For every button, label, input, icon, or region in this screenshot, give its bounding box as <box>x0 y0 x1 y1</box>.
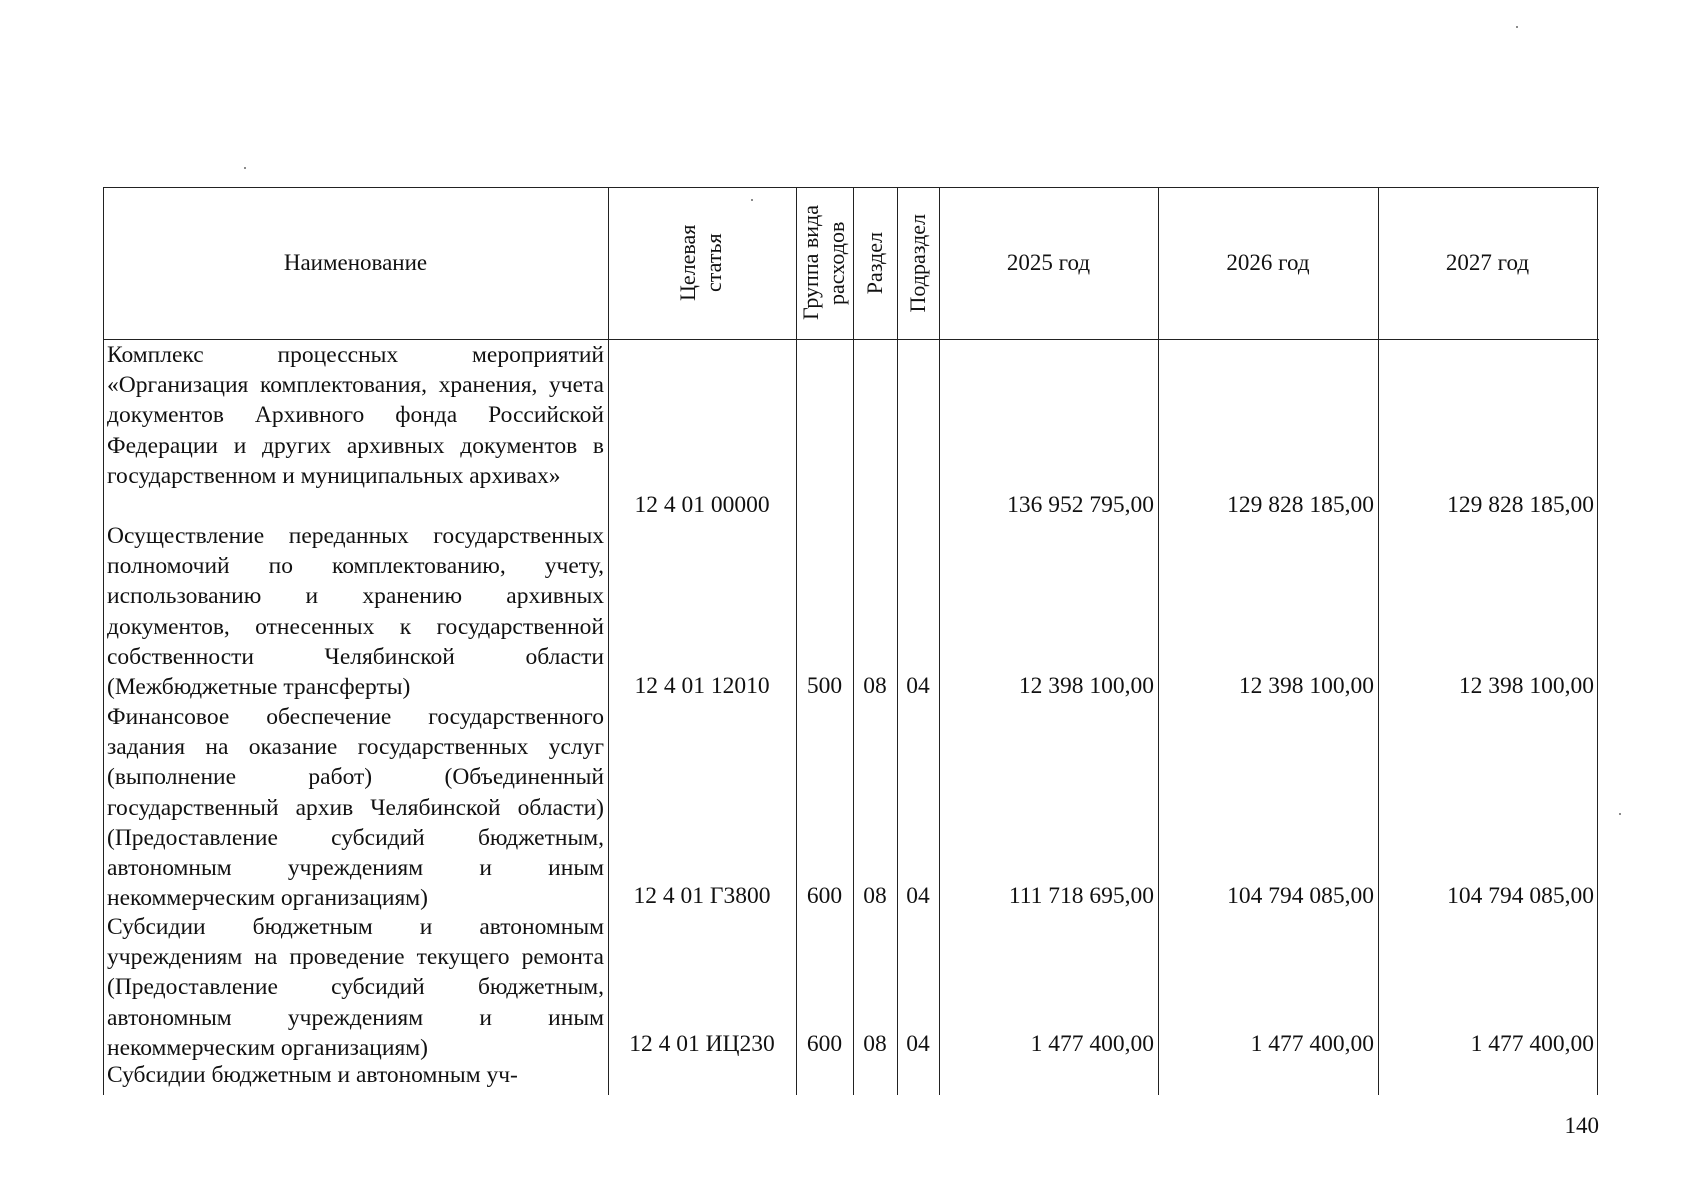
row-expense-group: 500 <box>806 673 843 699</box>
row-target-article: 12 4 01 12010 <box>634 673 770 699</box>
row-subsection: 04 <box>906 883 930 909</box>
header-name: Наименование <box>283 250 428 275</box>
scan-speck <box>1516 26 1518 28</box>
header-expense-group: Группа вида расходов <box>797 205 849 321</box>
header-year-2027: 2027 год <box>1445 250 1530 275</box>
scan-speck <box>1619 813 1621 815</box>
row-expense-group: 600 <box>806 883 843 909</box>
row-year-2025: 111 718 695,00 <box>1008 883 1154 909</box>
row-year-2026: 12 398 100,00 <box>1238 673 1374 699</box>
row-target-article: 12 4 01 ИЦ230 <box>629 1031 775 1057</box>
scan-speck <box>751 199 753 201</box>
header-year-2026: 2026 год <box>1226 250 1310 275</box>
row-year-2027: 104 794 085,00 <box>1447 883 1594 909</box>
row-name: Субсидии бюджетным и автономным учреждениям на проведение текущего ремонта (Предоставление субсидий бюджетным, автономным учреждениям и иным некоммерческим организациям) <box>107 914 604 1061</box>
row-section: 08 <box>863 1031 887 1057</box>
header-target-article: Целевая статья <box>675 224 726 302</box>
budget-table <box>103 187 1599 1095</box>
header-section-cell <box>853 187 897 339</box>
row-name: Комплекс процессных мероприятий «Организация комплектования, хранения, учета документов Архивного фонда Российской Федерации и других архивных документов в государственном и муниципальных архивах» <box>107 342 604 489</box>
row-name: Субсидии бюджетным и автономным уч- <box>107 1062 518 1088</box>
row-year-2025: 136 952 795,00 <box>1007 492 1154 518</box>
header-target-article-cell <box>608 187 796 339</box>
page-number: 140 <box>1564 1113 1599 1138</box>
row-year-2026: 1 477 400,00 <box>1250 1031 1374 1057</box>
row-name: Финансовое обеспечение государственного задания на оказание государственных услуг (выполнение работ) (Объединенный государственный архив Челябинской области) (Предоставление субсидий бюджетным, автономным учреждениям и иным некоммерческим организациям) <box>107 704 604 912</box>
header-expense-group-cell <box>796 187 853 339</box>
header-section: Раздел <box>862 231 887 295</box>
row-year-2025: 1 477 400,00 <box>1030 1031 1154 1057</box>
row-subsection: 04 <box>906 673 930 699</box>
row-year-2027: 1 477 400,00 <box>1470 1031 1594 1057</box>
row-year-2027: 129 828 185,00 <box>1447 492 1594 518</box>
row-year-2026: 104 794 085,00 <box>1227 883 1374 909</box>
row-subsection: 04 <box>906 1031 930 1057</box>
row-name: Осуществление переданных государственных полномочий по комплектованию, учету, использованию и хранению архивных документов, отнесенных к государственной собственности Челябинской области (Межбюджетные трансферты) <box>107 523 604 701</box>
scan-speck <box>244 167 246 169</box>
row-year-2027: 12 398 100,00 <box>1458 673 1594 699</box>
row-year-2025: 12 398 100,00 <box>1018 673 1154 699</box>
row-section: 08 <box>863 883 887 909</box>
header-year-2025: 2025 год <box>1006 250 1091 275</box>
col-border-right <box>1597 187 1598 1095</box>
row-section: 08 <box>863 673 887 699</box>
row-year-2026: 129 828 185,00 <box>1227 492 1374 518</box>
row-target-article: 12 4 01 Г3800 <box>633 883 771 909</box>
row-target-article: 12 4 01 00000 <box>634 492 770 518</box>
row-expense-group: 600 <box>806 1031 843 1057</box>
header-subsection-cell <box>897 187 939 339</box>
header-subsection: Подраздел <box>905 213 930 313</box>
